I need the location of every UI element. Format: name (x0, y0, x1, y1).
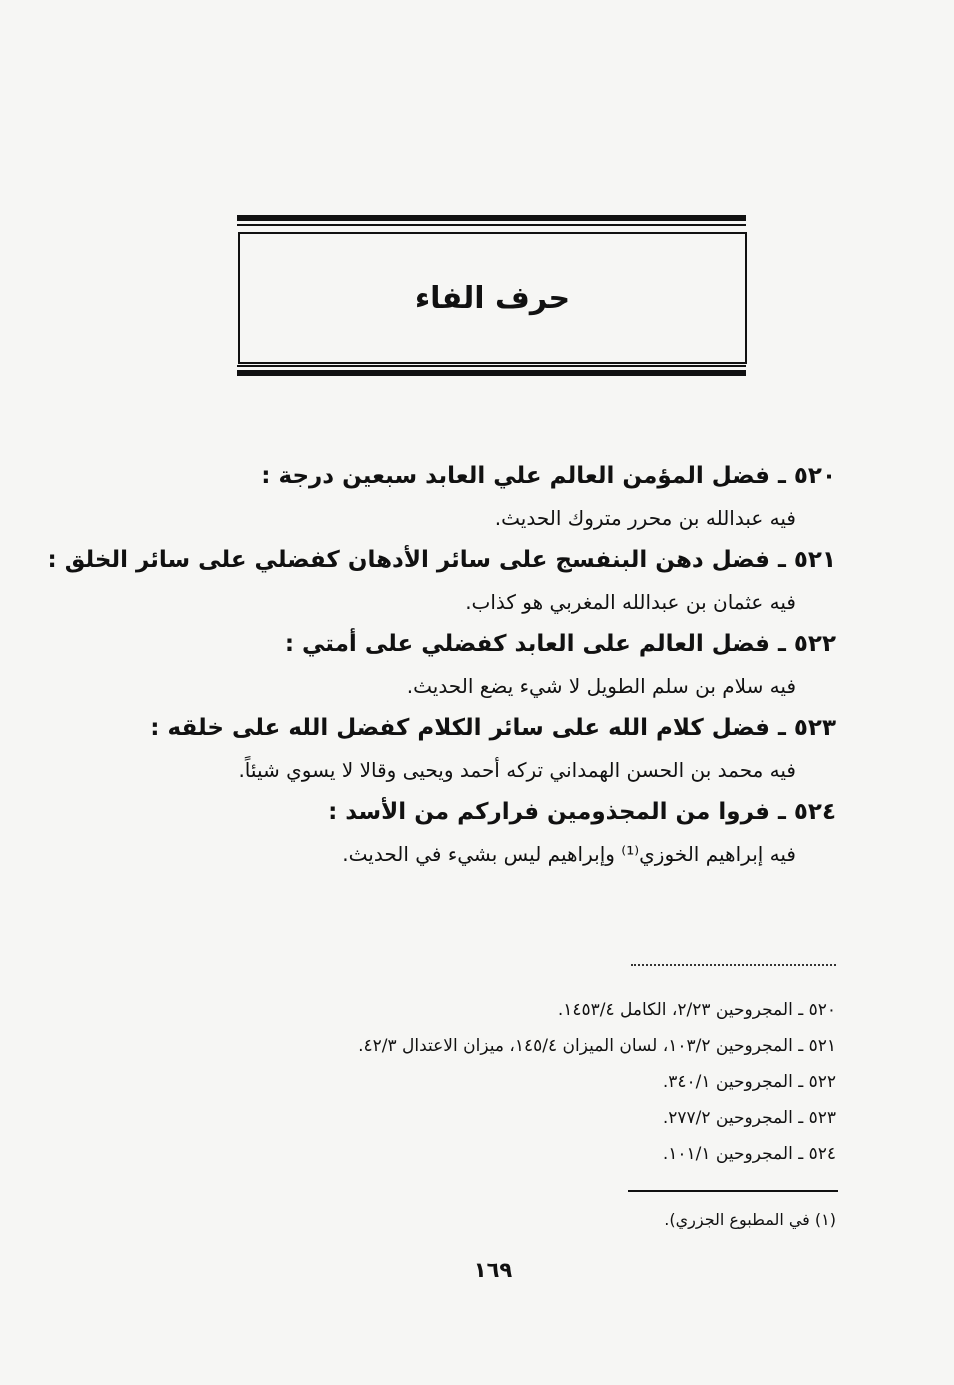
chapter-title: حرف الفاء (414, 280, 571, 316)
entry-title: فضل العالم على العابد كفضلي على أمتي : (284, 631, 770, 657)
entry-dash: ـ (769, 463, 786, 489)
entry-note: فيه محمد بن الحسن الهمداني تركه أحمد ويحيى وقالا لا يسوي شيئاً. (238, 758, 796, 782)
entry-heading (136, 707, 836, 749)
hadith-entry (136, 707, 836, 791)
entry-title: فضل المؤمن العالم علي العابد سبعين درجة : (261, 463, 770, 489)
entry-heading (47, 539, 836, 581)
footnote: (١) في المطبوع الجزري). (664, 1210, 836, 1229)
entry-number: ٥٢١ (793, 547, 836, 573)
source-line: ٥٢٣ ـ المجروحين ٢٧٧/٢. (662, 1108, 836, 1128)
chapter-title-frame (238, 232, 747, 364)
entry-heading (136, 791, 836, 833)
entry-number: ٥٢٢ (793, 631, 836, 657)
footnote-rule (628, 1190, 838, 1192)
footnote-dotted-separator (631, 964, 836, 966)
entry-heading (136, 623, 836, 665)
hadith-entry (136, 791, 836, 875)
header-rule-bottom (237, 365, 746, 376)
entry-dash: ـ (769, 799, 786, 825)
entry-dash: ـ (769, 715, 786, 741)
entry-title: فضل كلام الله على سائر الكلام كفضل الله على خلقه : (150, 715, 770, 741)
source-line: ٥٢٢ ـ المجروحين ٣٤٠/١. (662, 1072, 836, 1092)
entry-note: فيه إبراهيم الخوزي⁽¹⁾ وإبراهيم ليس بشيء في الحديث. (342, 842, 796, 866)
entry-note: فيه سلام بن سلم الطويل لا شيء يضع الحديث. (406, 674, 796, 698)
source-line: ٥٢٤ ـ المجروحين ١٠١/١. (662, 1144, 836, 1164)
source-references (136, 992, 836, 1172)
entry-number: ٥٢٠ (793, 463, 836, 489)
entry-heading (136, 455, 836, 497)
hadith-entries (47, 455, 836, 875)
entry-dash: ـ (769, 631, 786, 657)
hadith-entry (136, 623, 836, 707)
hadith-entry (136, 455, 836, 539)
entry-number: ٥٢٤ (793, 799, 836, 825)
hadith-entry (47, 539, 836, 623)
entry-note: فيه عبدالله بن محرر متروك الحديث. (494, 506, 796, 530)
source-line: ٥٢٠ ـ المجروحين ٢/٢٣، الكامل ١٤٥٣/٤. (557, 1000, 836, 1020)
page-number: ١٦٩ (473, 1258, 513, 1282)
header-rule-top (237, 215, 746, 226)
source-line: ٥٢١ ـ المجروحين ١٠٣/٢، لسان الميزان ١٤٥/٤، ميزان الاعتدال ٤٢/٣. (358, 1036, 836, 1056)
entry-dash: ـ (769, 547, 786, 573)
entry-title: فروا من المجذومين فراركم من الأسد : (328, 799, 770, 825)
entry-note: فيه عثمان بن عبدالله المغربي هو كذاب. (465, 590, 796, 614)
entry-title: فضل دهن البنفسج على سائر الأدهان كفضلي على سائر الخلق : (47, 547, 770, 573)
entry-number: ٥٢٣ (793, 715, 836, 741)
